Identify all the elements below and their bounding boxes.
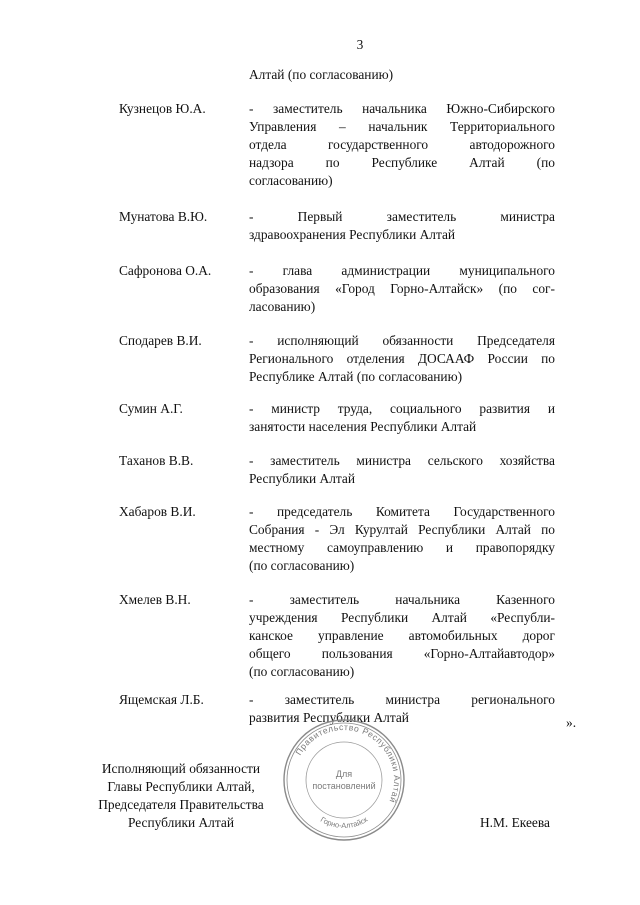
member-position-line: Регионального отделения ДОСААФ России по (249, 351, 555, 366)
signer-name: Н.М. Екеева (480, 815, 550, 830)
member-position-line: учреждения Республики Алтай «Республи- (249, 610, 555, 625)
member-position-line: Собрания - Эл Курултай Республики Алтай по (249, 522, 555, 537)
member-position-line: Управления – начальник Территориального (249, 119, 555, 134)
member-position-line: - заместитель начальника Казенного (249, 592, 555, 607)
official-seal (282, 718, 406, 842)
member-position-line: (по согласованию) (249, 558, 355, 573)
member-position-line: образования «Город Горно-Алтайск» (по сог- (249, 281, 555, 296)
seal-bottom-text (319, 814, 370, 830)
member-position (249, 503, 555, 575)
member-position-line: - заместитель министра регионального (249, 692, 555, 707)
member-position (249, 452, 555, 488)
member-position-line: здравоохранения Республики Алтай (249, 227, 456, 242)
member-position-line: надзора по Республике Алтай (по (249, 155, 555, 170)
member-position-line: - председатель Комитета Государственного (249, 504, 555, 519)
member-position-line: - Первый заместитель министра (249, 209, 555, 224)
seal-outer-textpath: Правительство Республики Алтай (293, 721, 403, 805)
member-name: Хмелев В.Н. (119, 592, 191, 607)
signatory-position (76, 760, 286, 832)
member-position (249, 208, 555, 244)
member-position (249, 591, 555, 681)
member-position-line: - заместитель начальника Южно-Сибирского (249, 101, 555, 116)
signatory-position-line: Главы Республики Алтай, (107, 779, 255, 794)
signatory-position-line: Председателя Правительства (98, 797, 264, 812)
member-position (249, 400, 555, 436)
member-position-line: местному самоуправлению и правопорядку (249, 540, 555, 555)
member-name: Таханов В.В. (119, 453, 194, 468)
member-name: Хабаров В.И. (119, 504, 196, 519)
member-position-line: развития Республики Алтай (249, 710, 409, 725)
member-name: Ящемская Л.Б. (119, 692, 204, 707)
closing-quote: ». (566, 715, 577, 730)
signatory-position-line: Республики Алтай (127, 815, 234, 830)
page-number: 3 (356, 37, 364, 52)
member-position-line: - глава администрации муниципального (249, 263, 555, 278)
member-position (249, 332, 555, 386)
member-position (249, 262, 555, 316)
member-name: Сафронова О.А. (119, 263, 212, 278)
member-position-line: канское управление автомобильных дорог (249, 628, 555, 643)
member-position-line: - заместитель министра сельского хозяйства (249, 453, 555, 468)
member-name: Кузнецов Ю.А. (119, 101, 206, 116)
signatory-position-line: Исполняющий обязанности (101, 761, 261, 776)
member-position-line: (по согласованию) (249, 664, 355, 679)
member-position-line: согласованию) (249, 173, 333, 188)
member-position-line: занятости населения Республики Алтай (249, 419, 477, 434)
member-position (249, 100, 555, 190)
seal-bottom-textpath: Горно-Алтайск (318, 814, 370, 831)
seal-center-line: постановлений (312, 781, 376, 791)
member-position-line: Республики Алтай (249, 471, 356, 486)
member-position-line: - исполняющий обязанности Председателя (249, 333, 555, 348)
continuation-line: Алтай (по согласованию) (249, 67, 394, 82)
member-name: Сподарев В.И. (119, 333, 202, 348)
seal-center-line: Для (335, 769, 353, 779)
member-position-line: отдела государственного автодорожного (249, 137, 555, 152)
member-name: Мунатова В.Ю. (119, 209, 208, 224)
member-position-line: Республике Алтай (по согласованию) (249, 369, 463, 384)
member-position-line: - министр труда, социального развития и (249, 401, 555, 416)
member-name: Сумин А.Г. (119, 401, 183, 416)
member-position-line: общего пользования «Горно-Алтайавтодор» (249, 646, 555, 661)
member-position-line: ласованию) (249, 299, 316, 314)
seal-center-ring (306, 742, 382, 818)
